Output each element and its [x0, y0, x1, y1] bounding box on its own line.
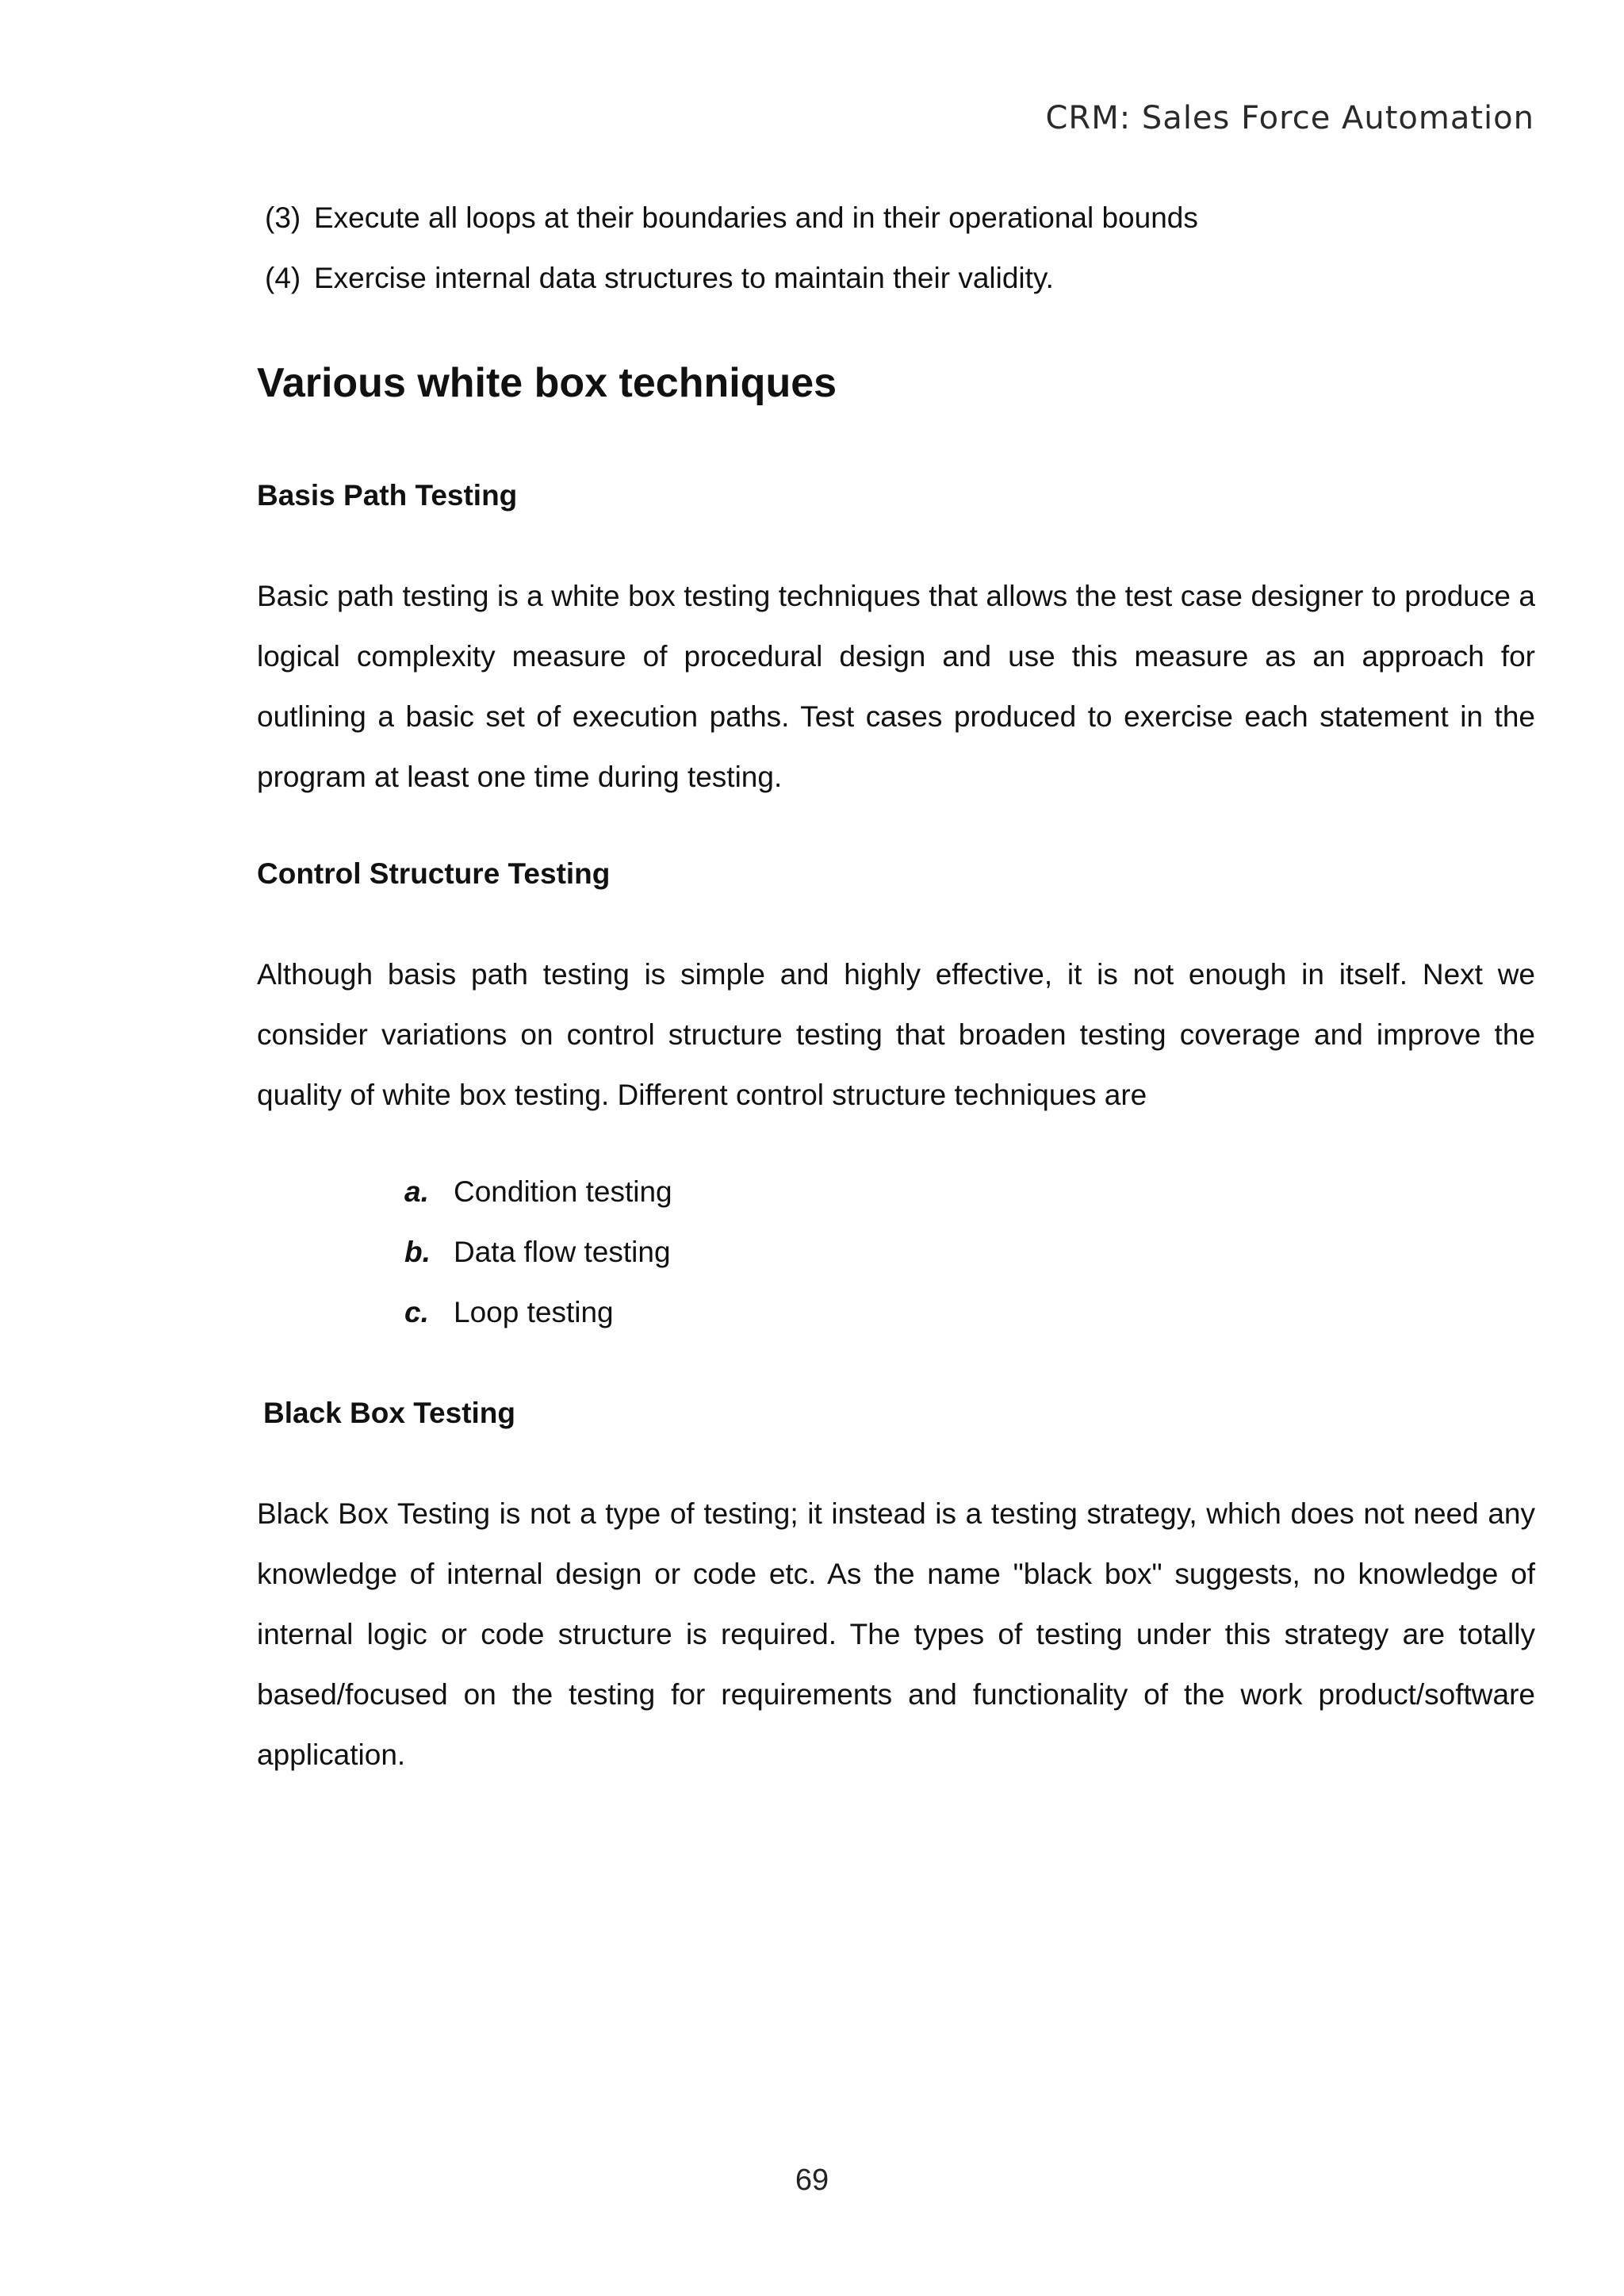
objective-number: (4): [265, 262, 301, 294]
objective-item: [265, 259, 1054, 298]
technique-list: [404, 1172, 672, 1353]
objective-text: Execute all loops at their boundaries and in their operational bounds: [314, 201, 1198, 234]
list-item-text: Data flow testing: [454, 1236, 671, 1268]
list-marker: c.: [404, 1296, 429, 1328]
control-structure-paragraph: Although basis path testing is simple and highly effective, it is not enough in itself. Next we consider variations on control structure testing that broaden testing coverage and improve the quality of white box testing. Different control structure techniques are: [257, 958, 1535, 1111]
objective-text: Exercise internal data structures to maintain their validity.: [314, 262, 1054, 294]
list-marker: b.: [404, 1236, 431, 1268]
running-header: CRM: Sales Force Automation: [1045, 100, 1534, 136]
objective-number: (3): [265, 201, 301, 234]
list-item: [404, 1172, 672, 1232]
black-box-paragraph: Black Box Testing is not a type of testing; it instead is a testing strategy, which does not need any knowledge of internal design or code etc. As the name "black box" suggests, no knowledge of internal logic or code structure is required. The types of testing under this strategy are totally based/focused on the testing for requirements and functionality of the work product/software application.: [257, 1497, 1535, 1771]
section-title: Various white box techniques: [257, 360, 837, 406]
basis-path-paragraph: Basic path testing is a white box testing techniques that allows the test case designer to produce a logical complexity measure of procedural design and use this measure as an approach for outlining a basic set of execution paths. Test cases produced to exercise each statement in the program at least one time during testing.: [257, 580, 1535, 793]
list-item-text: Loop testing: [454, 1296, 614, 1328]
list-item: [404, 1293, 672, 1353]
list-marker: a.: [404, 1175, 429, 1208]
objective-item: [265, 198, 1198, 238]
list-item-text: Condition testing: [454, 1175, 672, 1208]
black-box-heading: Black Box Testing: [263, 1397, 516, 1429]
basis-path-heading: Basis Path Testing: [257, 479, 518, 512]
list-item: [404, 1232, 672, 1293]
control-structure-heading: Control Structure Testing: [257, 857, 611, 890]
page-number: 69: [795, 2164, 829, 2197]
